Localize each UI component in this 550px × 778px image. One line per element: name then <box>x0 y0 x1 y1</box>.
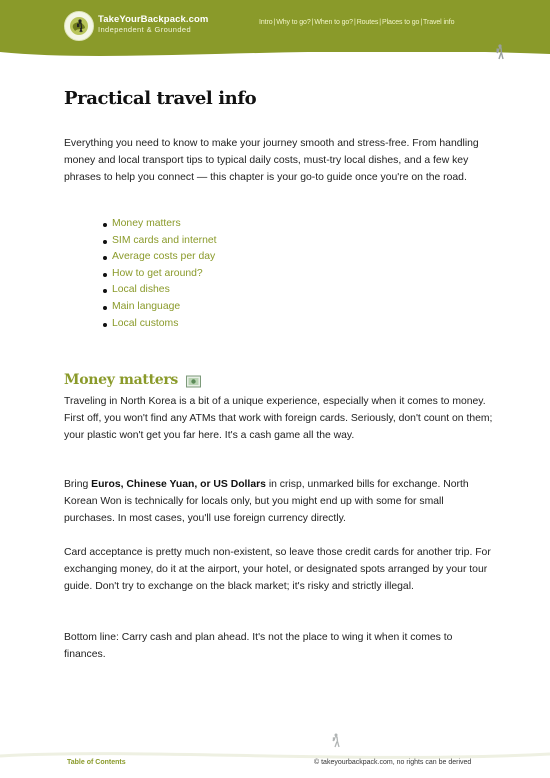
nav-separator: | <box>353 19 356 26</box>
toc-item <box>103 299 217 316</box>
table-of-contents-link[interactable]: Table of Contents <box>67 759 126 766</box>
toc-item <box>103 249 217 266</box>
money-paragraph-2-rest: in crisp, unmarked bills for exchange. North Korean Won is technically for locals only, but you might end up with some for small purchases. In most cases, you'll use foreign currency directly. <box>64 479 469 524</box>
nav-separator: | <box>379 19 381 26</box>
copyright-notice: © takeyourbackpack.com, no rights can be derived <box>314 759 472 766</box>
intro-paragraph: Everything you need to know to make your journey smooth and stress-free. From handling money and local transport tips to typical daily costs, must-try local dishes, and a few key phrases to help you connect — this chapter is your go-to guide once you're on the road. <box>64 138 479 183</box>
toc-item <box>103 216 217 233</box>
chapter-contents-list <box>103 216 217 332</box>
nav-separator: | <box>273 19 276 26</box>
money-paragraph-1: Traveling in North Korea is a bit of a unique experience, especially when it comes to money. First off, you won't find any ATMs that work with foreign cards. Seriously, don't count on them; your plastic won't get you far here. It's a cash game all the way. <box>64 396 493 441</box>
nav-link-travel-info[interactable]: Travel info <box>423 19 455 26</box>
accepted-currencies: Euros, Chinese Yuan, or US Dollars <box>91 479 266 490</box>
nav-separator: | <box>311 19 314 26</box>
money-paragraph-3: Card acceptance is pretty much non-existent, so leave those credit cards for another trip. For exchanging money, do it at the airport, your hotel, or designated spots arranged by your tour guide. Don't try to exchange on the black market; it's risky and strictly illegal. <box>64 547 491 592</box>
header-wave-decoration <box>0 44 550 68</box>
money-paragraph-4: Bottom line: Carry cash and plan ahead. It's not the place to wing it when it comes to finances. <box>64 632 453 660</box>
toc-link-money-matters[interactable]: Money matters <box>112 218 181 229</box>
nav-link-routes[interactable]: Routes <box>356 19 379 26</box>
toc-item <box>103 266 217 283</box>
section-heading-money-matters: Money matters <box>64 372 179 388</box>
toc-link-get-around[interactable]: How to get around? <box>112 267 203 279</box>
toc-item <box>103 282 217 299</box>
toc-link-main-language[interactable]: Main language <box>112 300 181 312</box>
hiker-icon <box>330 733 342 748</box>
nav-link-when-to-go[interactable]: When to go? <box>314 19 353 26</box>
brand-name[interactable]: TakeYourBackpack.com <box>98 14 209 25</box>
toc-link-local-customs[interactable]: Local customs <box>112 317 179 329</box>
nav-link-intro[interactable]: Intro <box>259 19 273 26</box>
money-paragraph-2-prefix: Bring <box>64 479 92 490</box>
nav-link-why-to-go[interactable]: Why to go? <box>276 19 311 26</box>
backpacker-globe-icon <box>69 16 89 36</box>
brand-logo[interactable] <box>64 11 94 41</box>
brand-tagline: Independent & Grounded <box>98 25 192 34</box>
page-title: Practical travel info <box>64 88 257 109</box>
top-navigation <box>259 19 454 26</box>
toc-item <box>103 233 217 250</box>
hiker-icon <box>493 44 507 60</box>
toc-item <box>103 316 217 333</box>
nav-link-places-to-go[interactable]: Places to go <box>382 19 420 26</box>
banknote-icon <box>186 375 201 388</box>
toc-link-sim-cards[interactable]: SIM cards and internet <box>112 234 217 246</box>
money-paragraph-2 <box>64 476 496 527</box>
toc-link-local-dishes[interactable]: Local dishes <box>112 284 170 296</box>
nav-separator: | <box>420 19 423 26</box>
toc-link-average-costs[interactable]: Average costs per day <box>112 251 216 263</box>
